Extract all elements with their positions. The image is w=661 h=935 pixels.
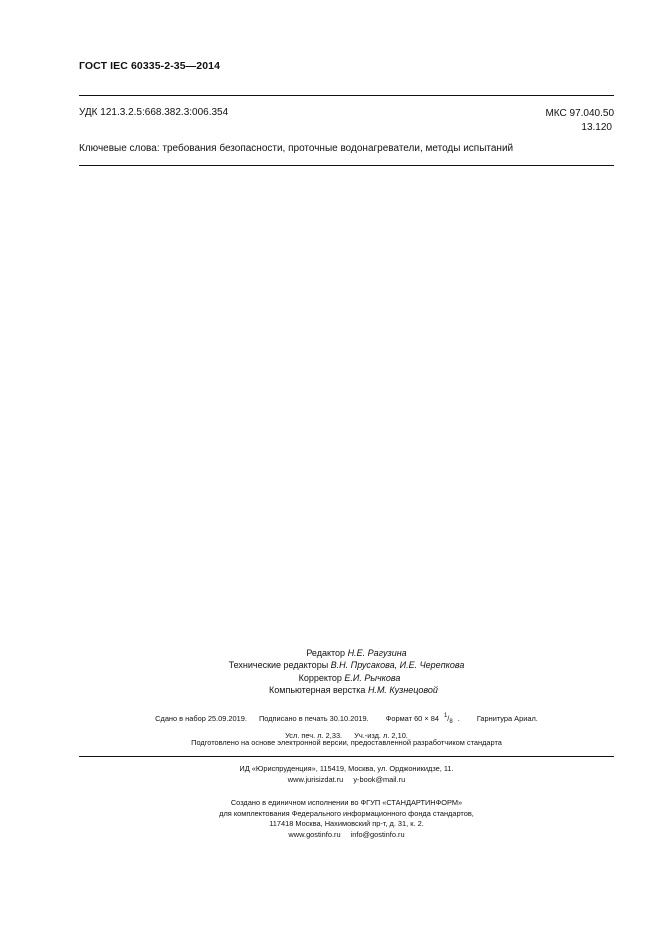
tech-editors-credit: Технические редакторы В.Н. Прусакова, И.Е. Черепкова bbox=[228, 660, 465, 671]
prepared-note: Подготовлено на основе электронной версии, предоставленной разработчиком стандарта bbox=[191, 738, 502, 747]
keywords-divider bbox=[79, 165, 614, 166]
production-line-1: Создано в единичном исполнении во ФГУП «СТАНДАРТИНФОРМ» bbox=[230, 798, 463, 807]
production-contacts bbox=[79, 830, 614, 841]
editor-credit: Редактор Н.Е. Рагузина bbox=[306, 648, 407, 658]
publisher-divider bbox=[79, 756, 614, 757]
production-address: 117418 Москва, Нахимовский пр-т, д. 31, к. 2. bbox=[269, 819, 424, 828]
production-email: info@gostinfo.ru bbox=[350, 829, 405, 839]
publisher-address: ИД «Юриспруденция», 115419, Москва, ул. Орджоникидзе, 11. bbox=[239, 764, 454, 773]
production-site: www.gostinfo.ru bbox=[288, 829, 341, 839]
typeface: Гарнитура Ариал. bbox=[476, 714, 538, 723]
sign-date: Подписано в печать 30.10.2019. bbox=[258, 714, 369, 723]
mks-code-primary: МКС 97.040.50 bbox=[545, 108, 614, 119]
publisher-sheets: Уч.-изд. л. 2,10. bbox=[354, 731, 408, 740]
publisher-info bbox=[79, 764, 614, 785]
paper-format: Формат 60 × 84 $^1/_8$ . bbox=[385, 713, 460, 725]
corrector-credit: Корректор Е.И. Рычкова bbox=[298, 672, 401, 683]
production-line-2: для комплектования Федерального информационного фонда стандартов, bbox=[219, 808, 474, 818]
set-date: Сдано в набор 25.09.2019. bbox=[155, 714, 247, 723]
mks-codes bbox=[545, 107, 614, 135]
editorial-credits bbox=[79, 647, 614, 696]
udk-code: УДК 121.3.2.5:668.382.3:006.354 bbox=[79, 107, 229, 118]
layout-credit: Компьютерная верстка Н.М. Кузнецовой bbox=[269, 684, 438, 695]
mks-code-secondary: 13.120 bbox=[581, 122, 612, 133]
production-info bbox=[79, 798, 614, 840]
publisher-site: www.jurisizdat.ru bbox=[287, 774, 344, 784]
standard-designation: ГОСТ IEC 60335-2-35—2014 bbox=[79, 60, 221, 72]
publisher-contacts bbox=[79, 775, 614, 786]
keywords-line: Ключевые слова: требования безопасности, проточные водонагреватели, методы испытаний bbox=[79, 143, 514, 154]
print-info-row bbox=[79, 710, 614, 729]
publisher-email: y-book@mail.ru bbox=[353, 774, 406, 784]
printed-sheets: Усл. печ. л. 2,33. bbox=[285, 731, 343, 740]
top-divider bbox=[79, 95, 614, 96]
